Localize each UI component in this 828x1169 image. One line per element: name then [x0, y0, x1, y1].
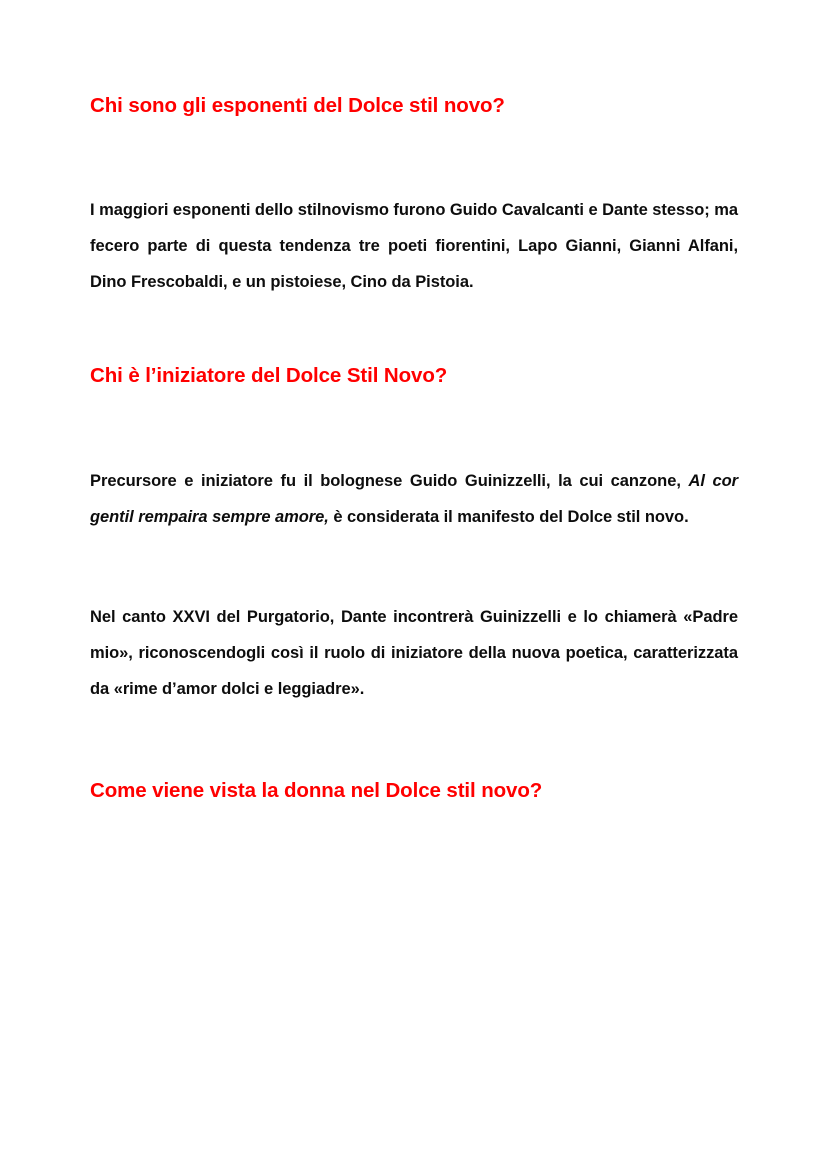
paragraph-esponenti: I maggiori esponenti dello stilnovismo furono Guido Cavalcanti e Dante stesso; ma fecero parte di questa tendenza tre poeti fiorentini, Lapo Gianni, Gianni Alfani, Dino Frescobaldi, e un pistoiese, Cino da Pistoia.	[90, 200, 738, 291]
paragraph-iniziatore	[90, 463, 738, 535]
paragraph-iniziatore-tail: è considerata il manifesto del Dolce stil novo.	[328, 508, 689, 527]
paragraph-iniziatore-italic-title: Al cor gentil rempaira sempre amore,	[90, 472, 738, 527]
paragraph-iniziatore-lead: Precursore e iniziatore fu il bolognese Guido Guinizzelli, la cui canzone,	[90, 472, 689, 491]
section-heading-iniziatore: Chi è l’iniziatore del Dolce Stil Novo?	[90, 363, 448, 387]
spacer	[90, 120, 738, 192]
spacer	[90, 300, 738, 362]
spacer	[90, 389, 738, 463]
section-heading-esponenti: Chi sono gli esponenti del Dolce stil novo?	[90, 94, 505, 117]
document-body	[90, 92, 738, 805]
section-heading-donna: Come viene vista la donna nel Dolce stil novo?	[90, 779, 543, 803]
spacer	[90, 535, 738, 599]
spacer	[90, 707, 738, 777]
paragraph-purgatorio: Nel canto XXVI del Purgatorio, Dante incontrerà Guinizzelli e lo chiamerà «Padre mio», riconoscendogli così il ruolo di iniziatore della nuova poetica, caratterizzata da «rime d’amor dolci e leggiadre».	[90, 608, 738, 699]
